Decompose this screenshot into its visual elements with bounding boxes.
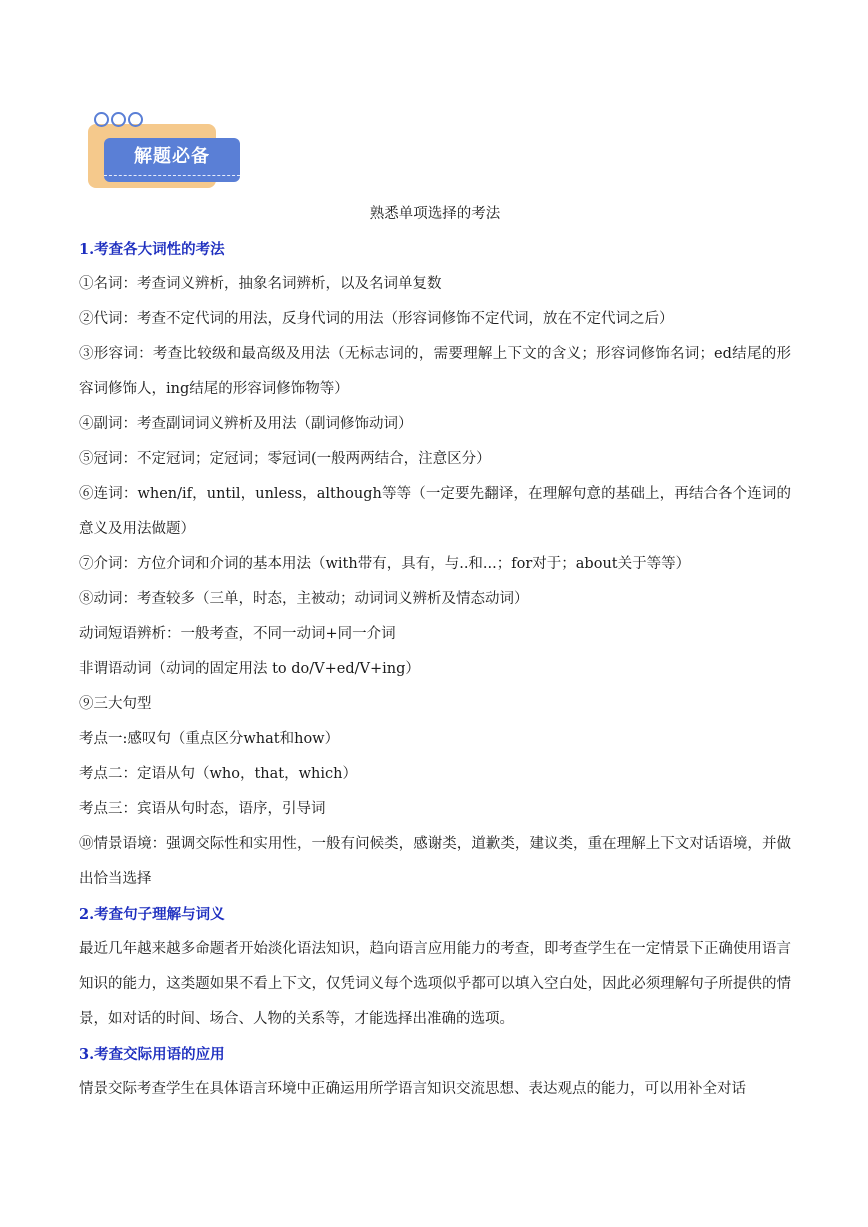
list-item: 考点三：宾语从句时态，语序，引导词 [79,801,326,817]
list-item: ⑦介词：方位介词和介词的基本用法（with带有，具有，与..和...；for对于；about关于等等） [79,556,691,572]
section-paragraph-2: 最近几年越来越多命题者开始淡化语法知识，趋向语言应用能力的考查，即考查学生在一定情景下正确使用语言知识的能力，这类题如果不看上下文，仅凭词义每个选项似乎都可以填入空白处，因此必须理解句子所提供的情景，如对话的时间、场合、人物的关系等，才能选择出准确的选项。 [79,941,791,1027]
list-item: ⑤冠词：不定冠词；定冠词；零冠词(一般两两结合，注意区分） [79,451,491,467]
document-body [79,200,791,1107]
section-heading-1: 1.考查各大词性的考法 [79,241,225,258]
section-heading-2: 2.考查句子理解与词义 [79,906,225,923]
badge-rings-icon [94,112,143,127]
section-heading-3: 3.考查交际用语的应用 [79,1046,225,1063]
list-item: 动词短语辨析：一般考查，不同一动词+同一介词 [79,626,396,642]
document-title: 熟悉单项选择的考法 [369,206,501,222]
list-item: ⑧动词：考查较多（三单，时态，主被动；动词词义辨析及情态动词） [79,591,529,607]
list-item: ⑩情景语境：强调交际性和实用性，一般有问候类，感谢类，道歉类，建议类，重在理解上下文对话语境，并做出恰当选择 [79,836,791,887]
list-item: ⑥连词：when/if，until，unless，although等等（一定要先翻译，在理解句意的基础上，再结合各个连词的意义及用法做题） [79,486,791,537]
badge-label: 解题必备 [134,146,210,167]
list-item: 考点二：定语从句（who，that，which） [79,766,357,782]
list-item: ③形容词：考查比较级和最高级及用法（无标志词的，需要理解上下文的含义；形容词修饰名词；ed结尾的形容词修饰人，ing结尾的形容词修饰物等） [79,346,791,397]
section-paragraph-3: 情景交际考查学生在具体语言环境中正确运用所学语言知识交流思想、表达观点的能力，可以用补全对话 [79,1081,746,1097]
list-item: ⑨三大句型 [79,696,152,712]
list-item: ①名词：考查词义辨析，抽象名词辨析，以及名词单复数 [79,276,442,292]
list-item: 考点一:感叹句（重点区分what和how） [79,731,340,747]
section-badge [88,110,248,192]
list-item: ②代词：考查不定代词的用法，反身代词的用法（形容词修饰不定代词，放在不定代词之后） [79,311,674,327]
list-item: ④副词：考查副词词义辨析及用法（副词修饰动词） [79,416,413,432]
list-item: 非谓语动词（动词的固定用法 to do/V+ed/V+ing） [79,661,420,677]
